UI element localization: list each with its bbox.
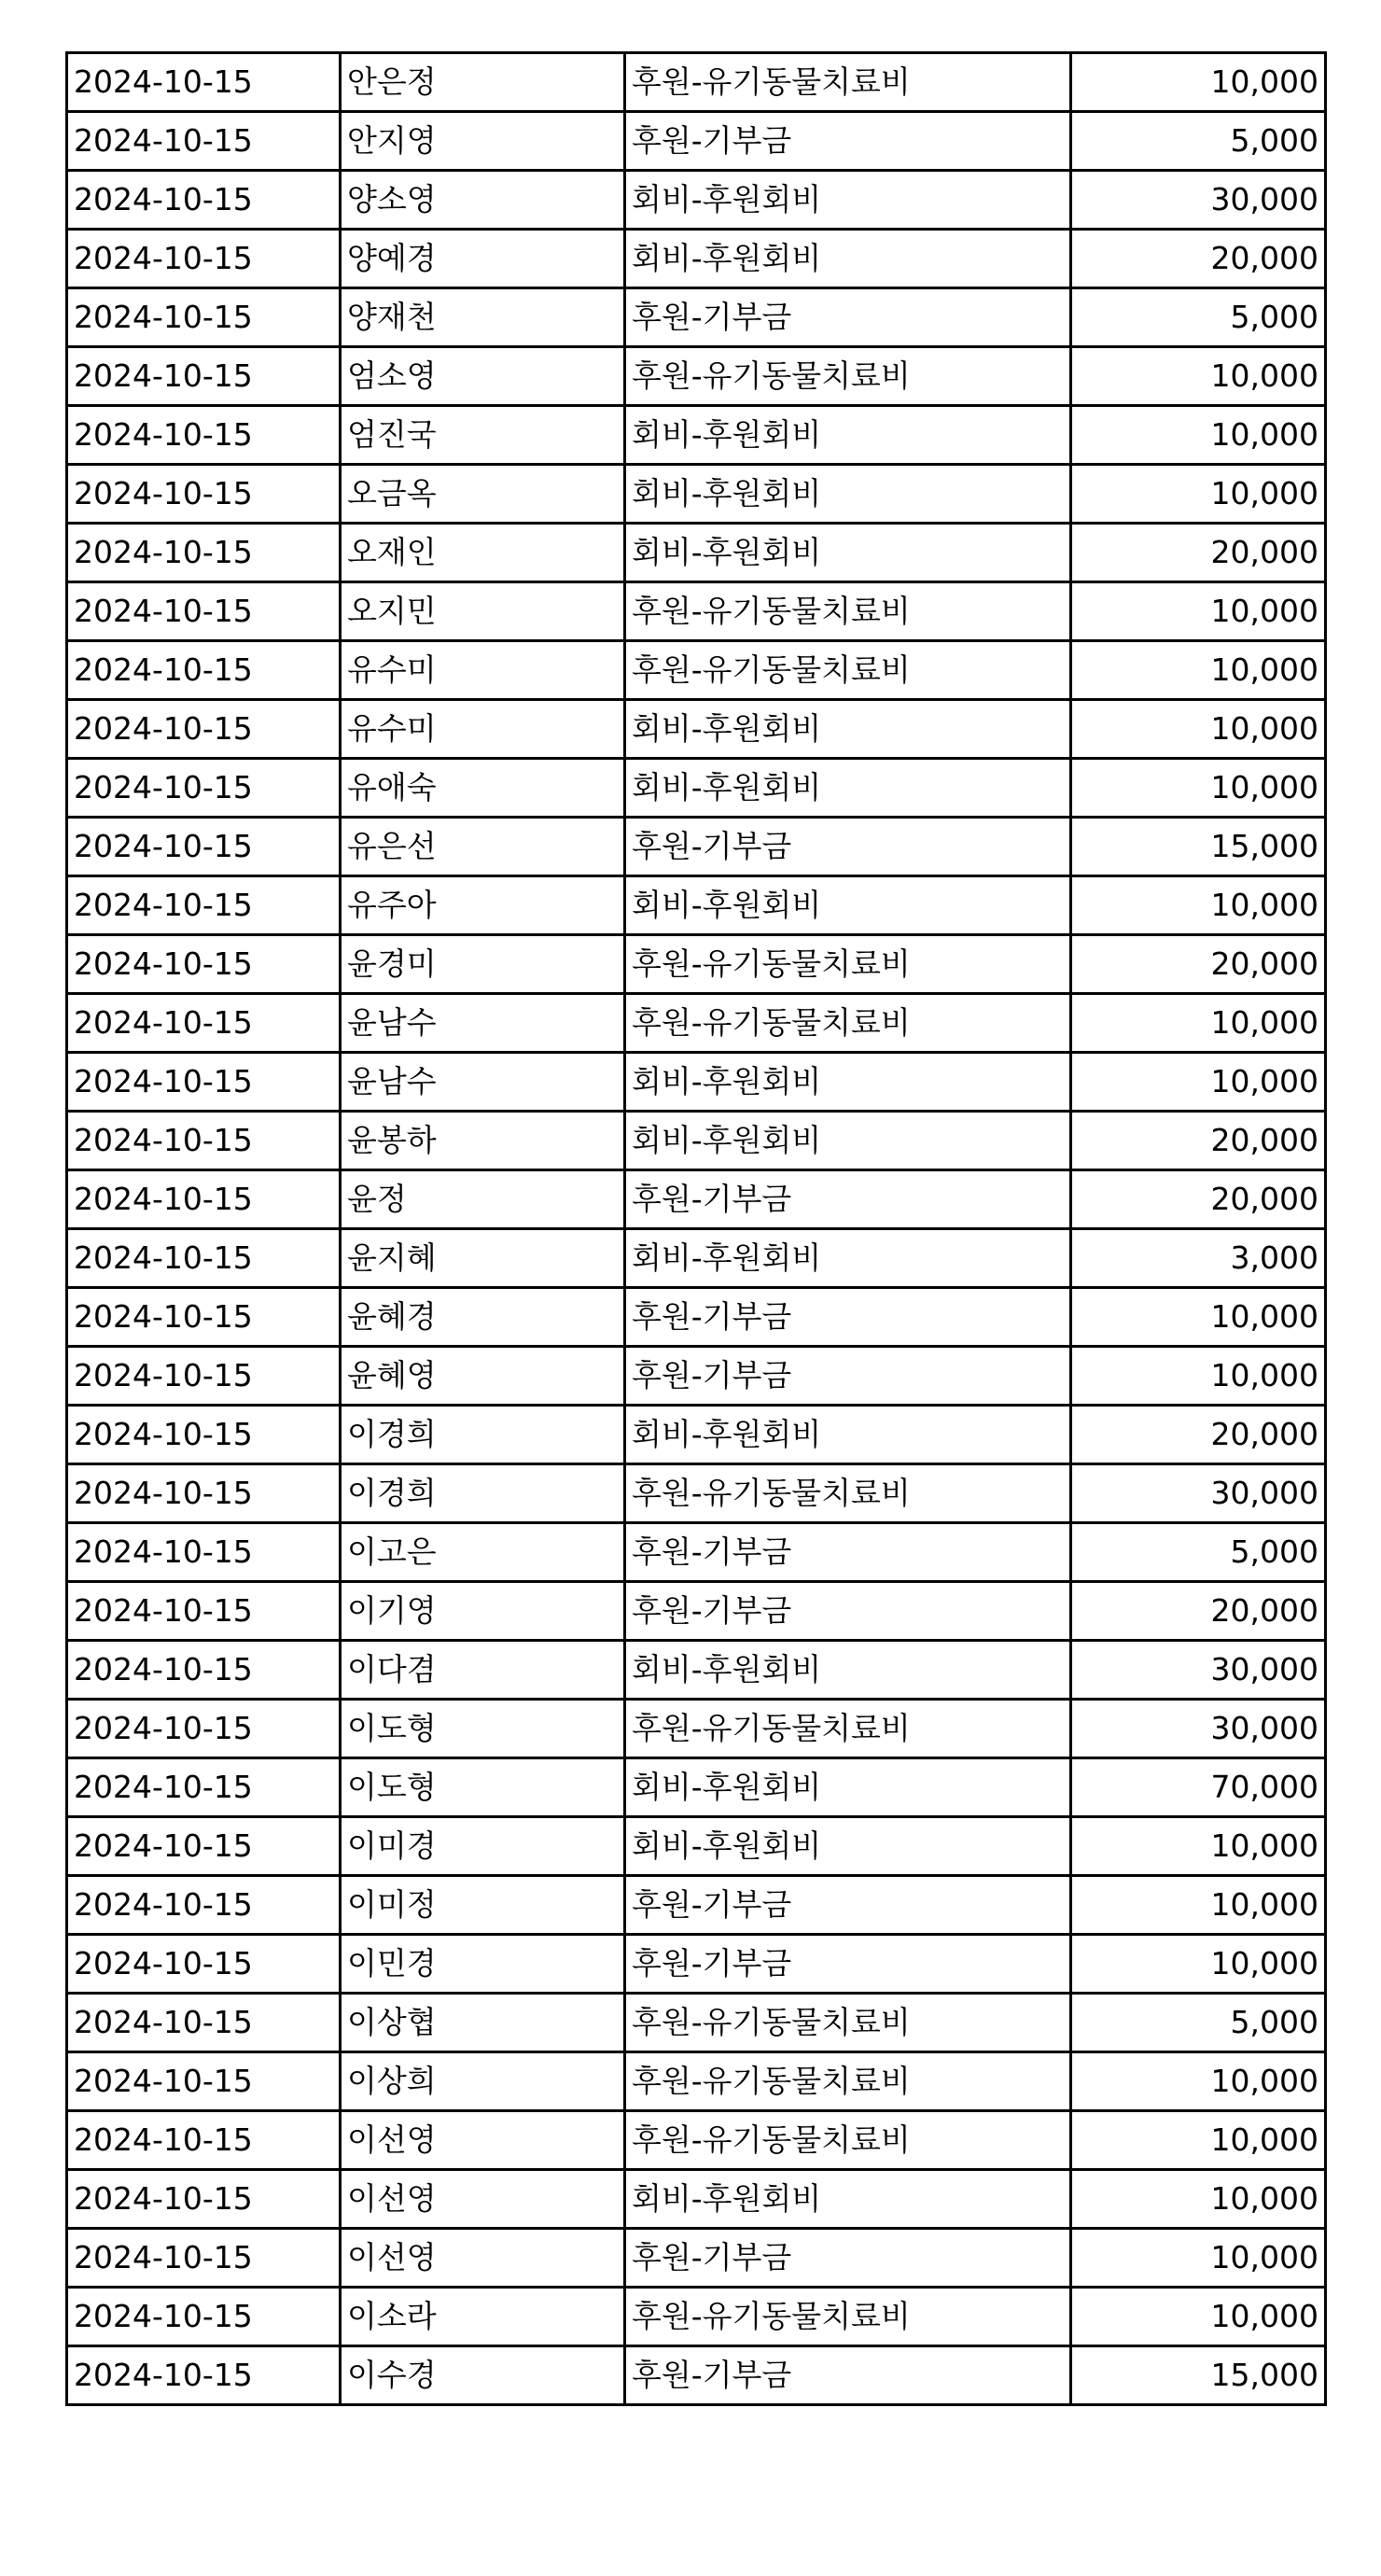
table-row	[67, 1935, 1326, 1994]
donor-name-cell: 이도형	[341, 1758, 625, 1817]
amount-cell: 5,000	[1071, 1523, 1326, 1582]
donor-name-cell: 이기영	[341, 1582, 625, 1641]
amount-cell: 10,000	[1071, 700, 1326, 759]
date-cell: 2024-10-15	[67, 1758, 341, 1817]
date-cell: 2024-10-15	[67, 1935, 341, 1994]
amount-cell: 10,000	[1071, 347, 1326, 406]
amount-cell: 10,000	[1071, 994, 1326, 1053]
amount-cell: 15,000	[1071, 818, 1326, 876]
date-cell: 2024-10-15	[67, 1876, 341, 1935]
category-cell: 후원-유기동물치료비	[625, 1464, 1071, 1523]
date-cell: 2024-10-15	[67, 1170, 341, 1229]
amount-cell: 10,000	[1071, 641, 1326, 700]
category-cell: 회비-후원회비	[625, 876, 1071, 935]
amount-cell: 15,000	[1071, 2346, 1326, 2405]
table-row	[67, 1347, 1326, 1406]
table-row	[67, 1876, 1326, 1935]
category-cell: 회비-후원회비	[625, 759, 1071, 818]
date-cell: 2024-10-15	[67, 1288, 341, 1347]
amount-cell: 10,000	[1071, 2229, 1326, 2288]
date-cell: 2024-10-15	[67, 1347, 341, 1406]
table-row	[67, 1817, 1326, 1876]
amount-cell: 10,000	[1071, 876, 1326, 935]
table-row	[67, 1406, 1326, 1464]
category-cell: 후원-기부금	[625, 1935, 1071, 1994]
donor-name-cell: 이선영	[341, 2229, 625, 2288]
amount-cell: 10,000	[1071, 2052, 1326, 2111]
amount-cell: 10,000	[1071, 582, 1326, 641]
category-cell: 후원-기부금	[625, 1582, 1071, 1641]
table-row	[67, 1053, 1326, 1112]
date-cell: 2024-10-15	[67, 1406, 341, 1464]
donor-name-cell: 안지영	[341, 112, 625, 171]
category-cell: 후원-기부금	[625, 1170, 1071, 1229]
donor-name-cell: 이소라	[341, 2288, 625, 2346]
category-cell: 후원-유기동물치료비	[625, 347, 1071, 406]
donor-name-cell: 윤봉하	[341, 1112, 625, 1170]
date-cell: 2024-10-15	[67, 171, 341, 230]
date-cell: 2024-10-15	[67, 1700, 341, 1758]
table-row	[67, 818, 1326, 876]
category-cell: 후원-유기동물치료비	[625, 1700, 1071, 1758]
category-cell: 회비-후원회비	[625, 406, 1071, 465]
donor-name-cell: 오금옥	[341, 465, 625, 524]
date-cell: 2024-10-15	[67, 1641, 341, 1700]
table-row	[67, 347, 1326, 406]
table-row	[67, 994, 1326, 1053]
donor-name-cell: 이상협	[341, 1994, 625, 2052]
category-cell: 회비-후원회비	[625, 700, 1071, 759]
category-cell: 후원-기부금	[625, 1876, 1071, 1935]
amount-cell: 10,000	[1071, 406, 1326, 465]
table-row	[67, 2346, 1326, 2405]
donor-name-cell: 윤정	[341, 1170, 625, 1229]
donor-name-cell: 오지민	[341, 582, 625, 641]
amount-cell: 20,000	[1071, 524, 1326, 582]
amount-cell: 20,000	[1071, 1170, 1326, 1229]
category-cell: 회비-후원회비	[625, 171, 1071, 230]
category-cell: 회비-후원회비	[625, 1641, 1071, 1700]
donation-ledger-table	[65, 51, 1327, 2406]
table-row	[67, 759, 1326, 818]
category-cell: 후원-유기동물치료비	[625, 935, 1071, 994]
table-row	[67, 1700, 1326, 1758]
donor-name-cell: 이선영	[341, 2111, 625, 2170]
date-cell: 2024-10-15	[67, 2111, 341, 2170]
donor-name-cell: 이민경	[341, 1935, 625, 1994]
date-cell: 2024-10-15	[67, 406, 341, 465]
donor-name-cell: 윤남수	[341, 1053, 625, 1112]
donor-name-cell: 오재인	[341, 524, 625, 582]
donor-name-cell: 이상희	[341, 2052, 625, 2111]
amount-cell: 5,000	[1071, 112, 1326, 171]
category-cell: 회비-후원회비	[625, 230, 1071, 288]
date-cell: 2024-10-15	[67, 2346, 341, 2405]
table-row	[67, 1464, 1326, 1523]
category-cell: 후원-유기동물치료비	[625, 2111, 1071, 2170]
donor-name-cell: 유수미	[341, 641, 625, 700]
amount-cell: 5,000	[1071, 1994, 1326, 2052]
donor-name-cell: 양소영	[341, 171, 625, 230]
amount-cell: 10,000	[1071, 2170, 1326, 2229]
category-cell: 회비-후원회비	[625, 1817, 1071, 1876]
donor-name-cell: 유은선	[341, 818, 625, 876]
amount-cell: 10,000	[1071, 1876, 1326, 1935]
date-cell: 2024-10-15	[67, 818, 341, 876]
category-cell: 회비-후원회비	[625, 465, 1071, 524]
table-row	[67, 2111, 1326, 2170]
table-row	[67, 1582, 1326, 1641]
date-cell: 2024-10-15	[67, 1582, 341, 1641]
amount-cell: 30,000	[1071, 1641, 1326, 1700]
date-cell: 2024-10-15	[67, 1229, 341, 1288]
donor-name-cell: 이고은	[341, 1523, 625, 1582]
table-row	[67, 1170, 1326, 1229]
category-cell: 후원-유기동물치료비	[625, 641, 1071, 700]
table-row	[67, 641, 1326, 700]
date-cell: 2024-10-15	[67, 641, 341, 700]
table-row	[67, 1229, 1326, 1288]
donor-name-cell: 이수경	[341, 2346, 625, 2405]
donor-name-cell: 윤지혜	[341, 1229, 625, 1288]
date-cell: 2024-10-15	[67, 876, 341, 935]
table-row	[67, 112, 1326, 171]
category-cell: 회비-후원회비	[625, 1112, 1071, 1170]
amount-cell: 3,000	[1071, 1229, 1326, 1288]
table-row	[67, 2052, 1326, 2111]
category-cell: 후원-기부금	[625, 2229, 1071, 2288]
category-cell: 회비-후원회비	[625, 2170, 1071, 2229]
date-cell: 2024-10-15	[67, 2288, 341, 2346]
table-row	[67, 406, 1326, 465]
table-row	[67, 1758, 1326, 1817]
category-cell: 회비-후원회비	[625, 1758, 1071, 1817]
donor-name-cell: 이경희	[341, 1406, 625, 1464]
amount-cell: 20,000	[1071, 230, 1326, 288]
table-row	[67, 2170, 1326, 2229]
amount-cell: 20,000	[1071, 935, 1326, 994]
table-row	[67, 582, 1326, 641]
amount-cell: 30,000	[1071, 1700, 1326, 1758]
donor-name-cell: 이경희	[341, 1464, 625, 1523]
table-row	[67, 230, 1326, 288]
amount-cell: 5,000	[1071, 288, 1326, 347]
amount-cell: 30,000	[1071, 171, 1326, 230]
donor-name-cell: 유주아	[341, 876, 625, 935]
category-cell: 후원-기부금	[625, 2346, 1071, 2405]
date-cell: 2024-10-15	[67, 2229, 341, 2288]
donor-name-cell: 윤혜경	[341, 1288, 625, 1347]
donor-name-cell: 유애숙	[341, 759, 625, 818]
date-cell: 2024-10-15	[67, 1817, 341, 1876]
date-cell: 2024-10-15	[67, 700, 341, 759]
date-cell: 2024-10-15	[67, 53, 341, 112]
donor-name-cell: 양재천	[341, 288, 625, 347]
table-row	[67, 1641, 1326, 1700]
amount-cell: 10,000	[1071, 1935, 1326, 1994]
category-cell: 후원-유기동물치료비	[625, 994, 1071, 1053]
table-row	[67, 288, 1326, 347]
donor-name-cell: 유수미	[341, 700, 625, 759]
date-cell: 2024-10-15	[67, 1112, 341, 1170]
date-cell: 2024-10-15	[67, 2170, 341, 2229]
table-row	[67, 1112, 1326, 1170]
amount-cell: 30,000	[1071, 1464, 1326, 1523]
category-cell: 후원-유기동물치료비	[625, 582, 1071, 641]
amount-cell: 10,000	[1071, 759, 1326, 818]
donor-name-cell: 엄소영	[341, 347, 625, 406]
amount-cell: 20,000	[1071, 1582, 1326, 1641]
table-row	[67, 1523, 1326, 1582]
date-cell: 2024-10-15	[67, 230, 341, 288]
table-row	[67, 2229, 1326, 2288]
ledger-body	[67, 53, 1326, 2405]
date-cell: 2024-10-15	[67, 994, 341, 1053]
amount-cell: 10,000	[1071, 2111, 1326, 2170]
donor-name-cell: 안은정	[341, 53, 625, 112]
table-row	[67, 465, 1326, 524]
category-cell: 후원-기부금	[625, 1523, 1071, 1582]
donor-name-cell: 이미정	[341, 1876, 625, 1935]
date-cell: 2024-10-15	[67, 1053, 341, 1112]
donor-name-cell: 이다겸	[341, 1641, 625, 1700]
amount-cell: 10,000	[1071, 1288, 1326, 1347]
category-cell: 후원-기부금	[625, 1288, 1071, 1347]
table-row	[67, 935, 1326, 994]
category-cell: 후원-기부금	[625, 112, 1071, 171]
category-cell: 회비-후원회비	[625, 1229, 1071, 1288]
donor-name-cell: 윤남수	[341, 994, 625, 1053]
category-cell: 후원-기부금	[625, 818, 1071, 876]
amount-cell: 10,000	[1071, 2288, 1326, 2346]
donor-name-cell: 윤경미	[341, 935, 625, 994]
donor-name-cell: 양예경	[341, 230, 625, 288]
table-row	[67, 700, 1326, 759]
category-cell: 회비-후원회비	[625, 1053, 1071, 1112]
category-cell: 회비-후원회비	[625, 1406, 1071, 1464]
category-cell: 후원-유기동물치료비	[625, 53, 1071, 112]
table-row	[67, 1288, 1326, 1347]
amount-cell: 10,000	[1071, 1817, 1326, 1876]
donor-name-cell: 이도형	[341, 1700, 625, 1758]
date-cell: 2024-10-15	[67, 1464, 341, 1523]
category-cell: 후원-유기동물치료비	[625, 2052, 1071, 2111]
table-row	[67, 171, 1326, 230]
donor-name-cell: 엄진국	[341, 406, 625, 465]
date-cell: 2024-10-15	[67, 935, 341, 994]
table-row	[67, 876, 1326, 935]
amount-cell: 10,000	[1071, 465, 1326, 524]
category-cell: 회비-후원회비	[625, 524, 1071, 582]
category-cell: 후원-기부금	[625, 1347, 1071, 1406]
table-row	[67, 524, 1326, 582]
date-cell: 2024-10-15	[67, 347, 341, 406]
amount-cell: 10,000	[1071, 1053, 1326, 1112]
date-cell: 2024-10-15	[67, 465, 341, 524]
date-cell: 2024-10-15	[67, 2052, 341, 2111]
donor-name-cell: 이미경	[341, 1817, 625, 1876]
date-cell: 2024-10-15	[67, 1523, 341, 1582]
category-cell: 후원-유기동물치료비	[625, 1994, 1071, 2052]
amount-cell: 20,000	[1071, 1406, 1326, 1464]
amount-cell: 70,000	[1071, 1758, 1326, 1817]
date-cell: 2024-10-15	[67, 112, 341, 171]
amount-cell: 20,000	[1071, 1112, 1326, 1170]
donor-name-cell: 이선영	[341, 2170, 625, 2229]
category-cell: 후원-유기동물치료비	[625, 2288, 1071, 2346]
amount-cell: 10,000	[1071, 1347, 1326, 1406]
table-row	[67, 2288, 1326, 2346]
date-cell: 2024-10-15	[67, 582, 341, 641]
date-cell: 2024-10-15	[67, 1994, 341, 2052]
category-cell: 후원-기부금	[625, 288, 1071, 347]
date-cell: 2024-10-15	[67, 524, 341, 582]
table-row	[67, 53, 1326, 112]
table-row	[67, 1994, 1326, 2052]
date-cell: 2024-10-15	[67, 288, 341, 347]
date-cell: 2024-10-15	[67, 759, 341, 818]
donor-name-cell: 윤혜영	[341, 1347, 625, 1406]
amount-cell: 10,000	[1071, 53, 1326, 112]
